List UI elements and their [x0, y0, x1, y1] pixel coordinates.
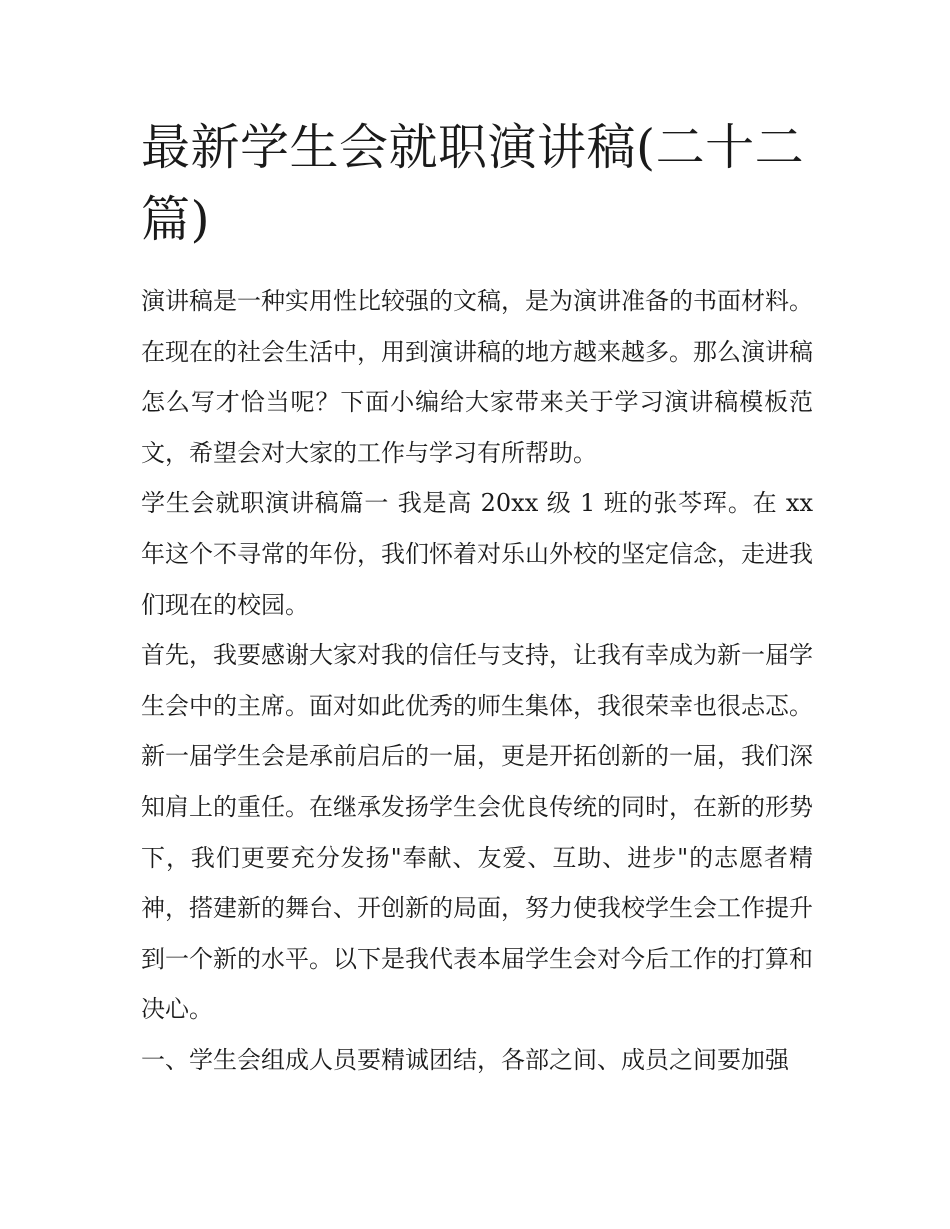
document-title: 最新学生会就职演讲稿(二十二篇)	[141, 119, 805, 248]
paragraph-point-one: 一、学生会组成人员要精诚团结，各部之间、成员之间要加强	[141, 1045, 789, 1074]
document-page	[141, 112, 813, 1086]
paragraph-speech-opening: 学生会就职演讲稿篇一 我是高 20xx 级 1 班的张芩珲。在 xx 年这个不寻常的年份，我们怀着对乐山外校的坚定信念，走进我们现在的校园。	[141, 489, 813, 619]
paragraph-thanks: 首先，我要感谢大家对我的信任与支持，让我有幸成为新一届学生会中的主席。面对如此优秀的师生集体，我很荣幸也很忐忑。新一届学生会是承前启后的一届，更是开拓创新的一届，我们深知肩上的重任。在继承发扬学生会优良传统的同时，在新的形势下，我们更要充分发扬"奉献、友爱、互助、进步"的志愿者精神，搭建新的舞台、开创新的局面，努力使我校学生会工作提升到一个新的水平。以下是我代表本届学生会对今后工作的打算和决心。	[141, 641, 813, 1024]
paragraph-intro: 演讲稿是一种实用性比较强的文稿，是为演讲准备的书面材料。在现在的社会生活中，用到演讲稿的地方越来越多。那么演讲稿怎么写才恰当呢？下面小编给大家带来关于学习演讲稿模板范文，希望会对大家的工作与学习有所帮助。	[141, 287, 813, 467]
document-body	[141, 276, 813, 1086]
